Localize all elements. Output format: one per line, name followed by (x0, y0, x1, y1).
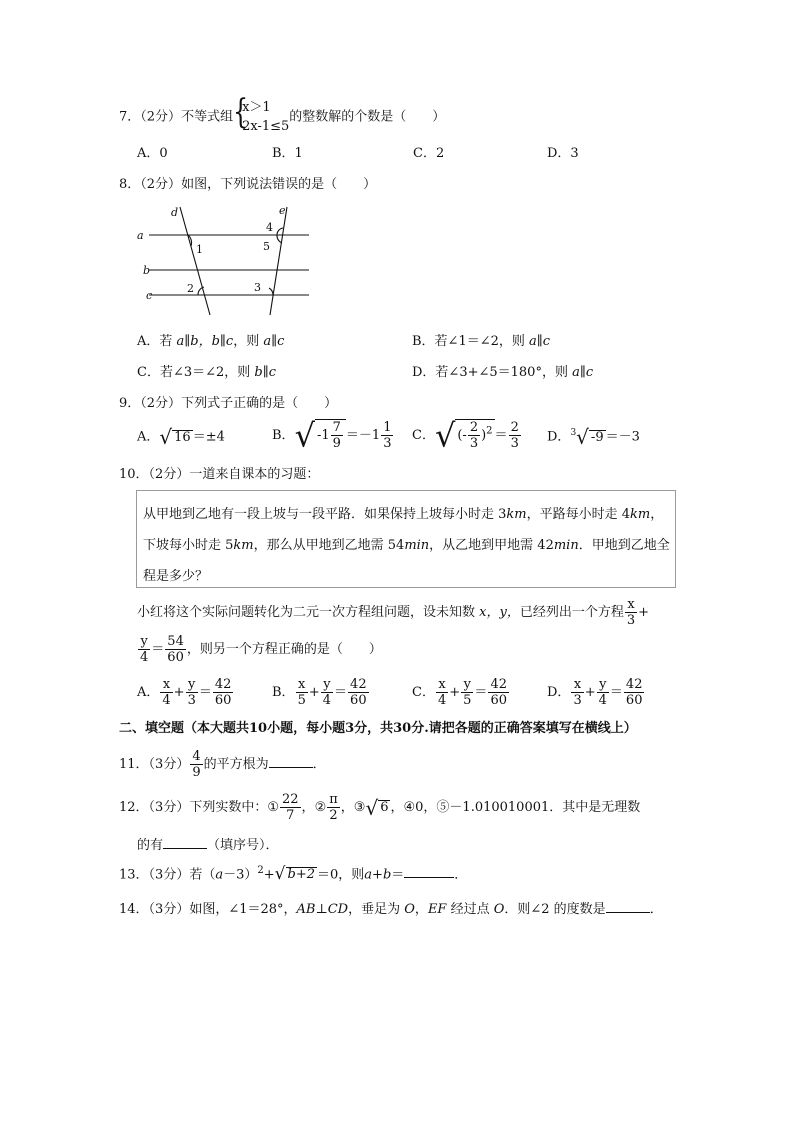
q7-inequality-1: x＞1 (242, 100, 271, 115)
q9-c-close: ) (481, 428, 487, 443)
q10-b-plus: + (308, 685, 320, 700)
q9-d-root-index: 3 (570, 428, 577, 439)
q10-b-d2: 4 (322, 693, 332, 708)
q10-a-n2: y (186, 677, 198, 693)
q10-box-1-text-c: ， (650, 507, 664, 522)
q10-a-frac1 (160, 677, 172, 708)
q7-option-b[interactable]: B．1 (272, 146, 303, 161)
q12-item-1-marker: ① (267, 800, 279, 815)
q10-c-n2: y (461, 677, 473, 693)
q10-a-n1: x (160, 677, 172, 693)
label-b: b (143, 264, 151, 277)
q14-middle-2: 经过点 (446, 902, 494, 917)
q12-answer-blank[interactable] (163, 837, 207, 849)
label-angle-2: 2 (187, 282, 194, 295)
q10-c-frac2 (461, 677, 473, 708)
q14-score: （3分） (148, 902, 190, 917)
q10-b-d1: 5 (297, 693, 306, 708)
q14-ef: EF (427, 902, 447, 917)
q13-middle: ＝0，则 (317, 867, 365, 883)
q11-fraction (190, 749, 202, 780)
q10-d-n2: y (597, 677, 609, 693)
q10-c-n3: 42 (490, 677, 507, 692)
q10-a-n3: 42 (214, 677, 232, 692)
q11-denominator: 9 (192, 765, 201, 780)
q9-c-numerator: 2 (469, 420, 479, 435)
q10-option-a[interactable] (137, 677, 234, 708)
q7-score: （2分） (140, 109, 182, 125)
q10-box-1-text-a: 从甲地到乙地有一段上坡与一段平路．如果保持上坡每小时走 3 (143, 507, 507, 522)
angle-4-arc (277, 228, 283, 235)
q10-a-d2: 3 (187, 693, 196, 708)
q10-d-frac3 (624, 677, 645, 708)
q10-option-c[interactable] (412, 677, 510, 708)
q10-eq-y-over-4 (138, 634, 150, 665)
q10-b-n1: x (296, 677, 308, 693)
q9-a-sqrt: √ 16 (159, 425, 191, 449)
q12-item-1-denominator: 7 (286, 808, 295, 823)
q13-score: （3分） (148, 867, 190, 883)
q9-c-denominator: 3 (469, 436, 479, 451)
q12-item-4: ④0， (403, 800, 437, 815)
q8-option-b[interactable] (412, 335, 550, 348)
q10-box-2-unit-b: min (404, 538, 430, 553)
q8-a-result: a∥c (263, 334, 285, 349)
q10-box-line-1 (143, 503, 663, 522)
q12-number: 12． (119, 800, 149, 815)
q10-d-frac1 (571, 677, 583, 708)
q10-d-plus: + (584, 685, 596, 700)
q10-c-d3: 60 (490, 693, 507, 708)
q10-d-frac2 (597, 677, 609, 708)
q8-b-prefix: B．若∠1＝∠2，则 (412, 334, 530, 349)
q10-d-d3: 60 (625, 693, 643, 708)
q10-d-equals: ＝ (609, 685, 623, 700)
q10-eq-equals: ＝ (151, 642, 165, 657)
q10-b-frac1 (296, 677, 308, 708)
question-14 (119, 901, 663, 916)
q14-cd: CD (327, 902, 349, 917)
q9-c-result-numerator: 2 (510, 419, 519, 435)
q12-line2-prefix: 的有 (137, 838, 164, 853)
q12-sep-2: ， (340, 800, 354, 815)
q10-eq-n3: 54 (167, 634, 184, 649)
q9-d-rhs: ＝－3 (605, 429, 640, 445)
q8-b-result: a∥c (529, 334, 551, 349)
label-angle-5: 5 (263, 240, 270, 253)
q11-number: 11． (119, 757, 149, 772)
q12-item-3-sqrt: √ 6 (365, 795, 389, 820)
q13-minus-3: －3） (223, 867, 258, 883)
q12-item-5: ⑤－1.010010001．其中是无理数 (436, 800, 641, 815)
q13-exponent: 2 (257, 865, 264, 876)
q8-a-prefix: A．若 (137, 334, 177, 349)
q12-line2-suffix: （填序号）． (207, 838, 279, 853)
q12-item-2-marker: ② (314, 800, 327, 815)
q14-middle: ，垂足为 (348, 902, 405, 917)
q7-option-c[interactable]: C．2 (413, 146, 445, 161)
q10-c-label: C． (412, 685, 435, 700)
q14-point-o-2: O (493, 902, 505, 917)
q10-eq-d3: 60 (167, 650, 184, 665)
q8-a-then: ，则 (233, 334, 264, 349)
q9-b-result-denominator: 3 (383, 435, 392, 451)
q7-inequality-system: { x＞1 2x-1≤5 (233, 92, 290, 134)
question-9 (119, 397, 337, 410)
q9-b-result-numerator: 1 (383, 419, 392, 435)
q10-a-plus: + (173, 685, 185, 700)
q9-c-sqrt: √ (- $\frac{2}{3}$ )$^2$ (434, 416, 493, 455)
q9-c-open: (- (457, 428, 467, 443)
q10-box-2-text-c: ，从乙地到甲地需 42 (429, 538, 554, 553)
angle-3-arc (269, 288, 273, 295)
q10-line-2 (137, 597, 649, 628)
q10-c-frac3 (488, 677, 509, 708)
q12-item-2-numerator: π (329, 792, 338, 807)
q9-a-radicand: 16 (174, 429, 191, 445)
q10-c-frac1 (436, 677, 448, 708)
q9-c-label: C． (412, 427, 435, 443)
label-e: e (279, 204, 286, 217)
q8-c-result: b∥c (254, 365, 277, 380)
q9-b-label: B． (272, 427, 295, 443)
q10-box-2-unit-a: km (233, 538, 254, 553)
q9-b-sqrt: √ -1 $\frac{7}{9}$ (295, 419, 346, 452)
q11-end: ． (312, 757, 326, 772)
q13-prefix: 若（ (189, 867, 216, 883)
q9-b-equals: ＝－1 (345, 427, 381, 443)
q10-b-d3: 60 (350, 693, 367, 708)
q7-option-d[interactable]: D．3 (547, 146, 579, 161)
q8-c-prefix: C．若∠3＝∠2，则 (137, 365, 255, 380)
q10-line-3 (137, 634, 382, 665)
q8-option-a[interactable] (137, 335, 284, 348)
q10-option-b[interactable] (272, 677, 370, 708)
q10-box-2-text-b: ，那么从甲地到乙地需 54 (253, 538, 405, 553)
question-13 (119, 866, 467, 883)
q10-box-2-text-a: 下坡每小时走 5 (143, 538, 234, 553)
label-a: a (137, 229, 144, 242)
q14-point-o: O (404, 902, 415, 917)
q12-sep-1: ， (301, 800, 315, 815)
q8-parallel-lines-figure (132, 202, 332, 317)
q11-numerator: 4 (192, 749, 201, 764)
section-2-heading: 二、填空题（本大题共10小题，每小题3分，共30分.请把各题的正确答案填写在横线上） (119, 721, 637, 736)
q8-text: 如图，下列说法错误的是（ ） (181, 177, 377, 192)
q10-option-d[interactable] (547, 677, 645, 708)
q9-number: 9． (119, 396, 141, 411)
q13-radicand: b+2 (287, 867, 316, 883)
q10-a-frac2 (186, 677, 198, 708)
q8-number: 8． (119, 177, 141, 192)
q10-a-label: A． (137, 685, 160, 700)
q12-item-2-denominator: 2 (329, 808, 338, 823)
q9-a-rhs: ＝±4 (192, 429, 225, 445)
q9-b-result-fraction (381, 420, 393, 451)
q12-text: 下列实数中： (189, 800, 268, 815)
q10-eq-d2: 4 (140, 650, 149, 665)
q10-eq-n1: x (625, 597, 637, 613)
q13-end: ． (454, 867, 468, 883)
q7-number: 7． (119, 109, 141, 125)
q10-b-equals: ＝ (334, 685, 348, 700)
q12-item-1-numerator: 22 (282, 792, 299, 807)
label-c: c (146, 289, 153, 302)
q14-stop: ． (649, 902, 663, 917)
q10-text: 一道来自课本的习题： (189, 467, 320, 482)
q8-d-result: a∥c (572, 365, 594, 380)
q10-number: 10． (119, 467, 149, 482)
q9-option-c[interactable] (412, 416, 522, 455)
q10-b-n3: 42 (350, 677, 367, 692)
q10-d-label: D． (547, 685, 571, 700)
q9-a-label: A． (137, 429, 160, 445)
q13-sqrt: √ b+2 (274, 864, 316, 885)
label-d: d (171, 206, 179, 219)
q10-a-frac3 (213, 677, 234, 708)
q8-d-prefix: D．若∠3+∠5＝180°，则 (412, 365, 573, 380)
q8-option-d[interactable] (412, 366, 593, 379)
q10-line2-suffix: 已经列出一个方程 (519, 605, 624, 620)
q10-score: （2分） (148, 467, 190, 482)
q10-line3-suffix: ，则另一个方程正确的是（ ） (186, 642, 382, 657)
q9-c-fraction (468, 420, 480, 451)
q10-box-2-text-d: ．甲地到乙地全 (578, 538, 670, 553)
q12-item-3-marker: ③ (353, 800, 366, 815)
q14-number: 14． (119, 902, 149, 917)
question-11 (119, 749, 326, 780)
q10-box-1-unit-b: km (630, 507, 651, 522)
q14-perp: ⊥ (315, 902, 328, 917)
q10-c-n1: x (436, 677, 448, 693)
label-angle-1: 1 (196, 243, 203, 256)
question-12 (119, 792, 640, 823)
label-angle-4: 4 (266, 221, 273, 234)
q9-b-denominator: 9 (332, 436, 341, 451)
q13-plus: + (263, 867, 275, 883)
q9-option-b[interactable] (272, 416, 394, 455)
q10-line2-vars: x，y， (475, 605, 520, 620)
q11-text: 的平方根为 (203, 757, 269, 772)
q10-c-plus: + (449, 685, 461, 700)
q11-score: （3分） (148, 757, 190, 772)
q9-d-radicand: -9 (590, 429, 604, 445)
q14-answer-blank[interactable] (606, 901, 650, 913)
q10-eq-x-over-3 (625, 597, 637, 628)
q10-eq-d1: 3 (626, 613, 636, 628)
question-10 (119, 468, 319, 481)
q10-box-line-3 (143, 565, 208, 584)
q12-line-2 (137, 837, 279, 852)
q10-problem-box (136, 490, 676, 588)
q10-c-d1: 4 (437, 693, 447, 708)
q9-d-label: D． (547, 429, 571, 445)
q9-c-equals: ＝ (494, 427, 508, 443)
q13-var-a: a (215, 867, 224, 883)
q12-item-1-fraction (280, 792, 301, 823)
q14-comma: ， (414, 902, 428, 917)
q12-item-3-radicand: 6 (380, 800, 389, 815)
q10-b-label: B． (272, 685, 295, 700)
q9-score: （2分） (140, 396, 182, 411)
q10-b-frac2 (321, 677, 333, 708)
q9-d-cube-root: √ -9 (576, 425, 604, 449)
q12-sep-3: ， (390, 800, 404, 815)
q10-b-frac3 (348, 677, 369, 708)
q9-c-result-denominator: 3 (510, 435, 519, 451)
q13-answer-blank[interactable] (404, 866, 454, 878)
q9-c-result-fraction (509, 420, 521, 451)
q9-option-a[interactable] (137, 427, 225, 447)
q10-box-3-text: 程是多少？ (143, 569, 209, 584)
q13-equals: ＝ (391, 867, 405, 883)
q7-inequality-2: 2x-1≤5 (242, 119, 290, 134)
q12-item-2-fraction (327, 792, 340, 823)
q9-text: 下列式子正确的是（ ） (181, 396, 338, 411)
q10-eq-plus: + (638, 605, 650, 620)
q10-a-d3: 60 (214, 693, 232, 708)
q10-d-d1: 3 (573, 693, 582, 708)
q10-c-d2: 5 (463, 693, 472, 708)
q9-option-d[interactable] (547, 427, 640, 447)
q10-a-equals: ＝ (198, 685, 212, 700)
q10-d-d2: 4 (598, 693, 607, 708)
q9-b-whole: -1 (316, 428, 330, 443)
q9-c-exponent: 2 (486, 425, 493, 437)
q10-c-equals: ＝ (474, 685, 488, 700)
q12-score: （3分） (148, 800, 190, 815)
q10-box-1-unit-a: km (506, 507, 527, 522)
q10-box-1-text-b: ，平路每小时走 4 (526, 507, 631, 522)
q10-eq-54-over-60 (165, 634, 186, 665)
q7-prefix: 不等式组 (181, 109, 234, 125)
q7-suffix: 的整数解的个数是（ ） (289, 109, 446, 125)
q8-score: （2分） (140, 177, 182, 192)
q13-a-plus-b: a+b (364, 867, 392, 883)
q10-d-n1: x (571, 677, 583, 693)
q14-ab: AB (296, 902, 316, 917)
q10-d-n3: 42 (625, 677, 643, 692)
q7-option-a[interactable]: A．0 (137, 146, 168, 161)
line-d (180, 207, 210, 315)
q10-a-d1: 4 (162, 693, 171, 708)
question-8 (119, 178, 376, 191)
q14-question: ．则∠2 的度数是 (504, 902, 606, 917)
q14-prefix: 如图，∠1＝28°， (189, 902, 297, 917)
q11-answer-blank[interactable] (269, 756, 313, 768)
question-7 (119, 92, 446, 136)
q9-b-numerator: 7 (332, 420, 341, 435)
q8-a-condition: a∥b，b∥c (176, 334, 234, 349)
q10-eq-n2: y (138, 634, 150, 650)
q13-number: 13． (119, 867, 149, 883)
label-angle-3: 3 (254, 281, 261, 294)
q10-box-line-2 (143, 534, 670, 553)
q10-b-n2: y (321, 677, 333, 693)
q10-line2-prefix: 小红将这个实际问题转化为二元一次方程组问题，设未知数 (137, 605, 476, 620)
q8-option-c[interactable] (137, 366, 276, 379)
q10-box-2-unit-c: min (553, 538, 579, 553)
q9-b-fraction (331, 420, 343, 451)
